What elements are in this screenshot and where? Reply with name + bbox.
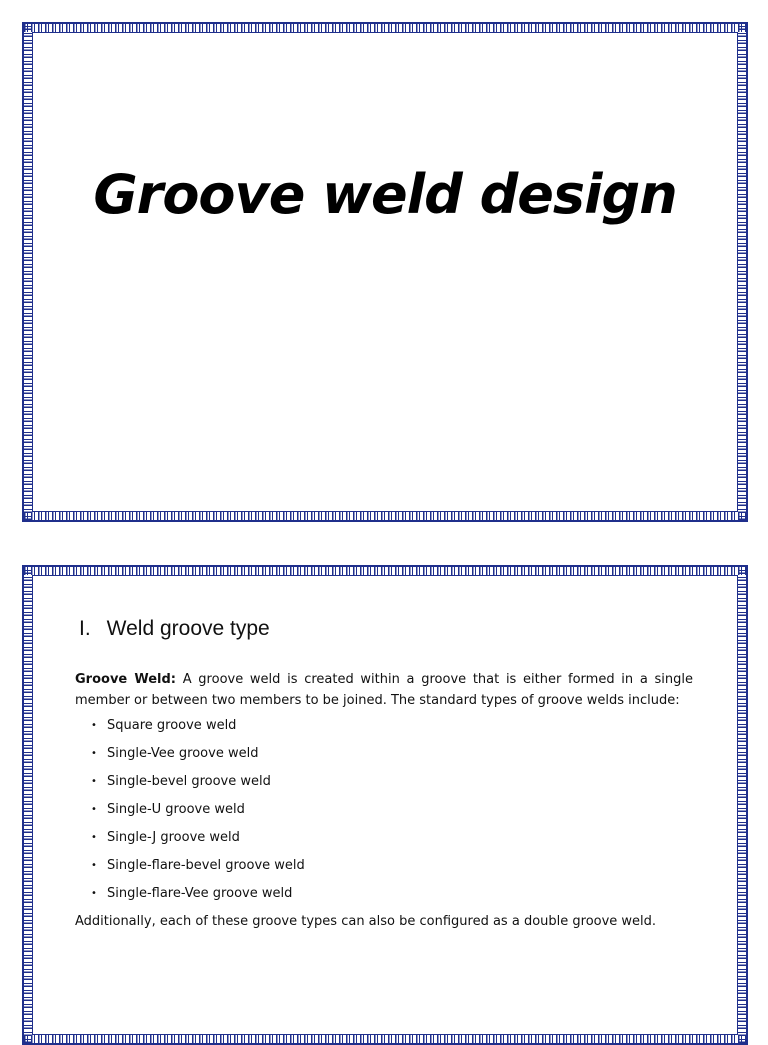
content-body [32,575,738,1035]
list-item: • Single-Vee groove weld [107,743,693,771]
closing-paragraph: Additionally, each of these groove types can also be configured as a double groove weld. [75,914,657,929]
intro-paragraph [75,669,693,711]
list-item: • Single-bevel groove weld [107,771,693,799]
section-heading [79,618,693,639]
decorative-border-left [24,567,32,1043]
list-item: • Square groove weld [107,715,693,743]
content-page [22,565,748,1045]
decorative-border-right [738,567,746,1043]
decorative-border-bottom [24,1035,746,1043]
decorative-border-top [24,567,746,575]
list-item: • Single-U groove weld [107,799,693,827]
intro-label: Groove Weld: [75,672,176,687]
document-title: Groove weld design [93,163,677,226]
cover-page [22,22,748,522]
section-content [75,618,693,932]
decorative-border-right [738,24,746,520]
decorative-border-top [24,24,746,32]
decorative-border-left [24,24,32,520]
groove-type-list [75,715,693,911]
intro-text: A groove weld is created within a groove that is either formed in a single member or between two members to be joined. The standard types of groove welds include: [75,672,693,708]
section-number: I. [79,617,91,640]
section-title: Weld groove type [106,617,270,640]
list-item: • Single-J groove weld [107,827,693,855]
cover-body [32,32,738,512]
decorative-border-bottom [24,512,746,520]
list-item: • Single-flare-Vee groove weld [107,883,693,911]
list-item: • Single-flare-bevel groove weld [107,855,693,883]
